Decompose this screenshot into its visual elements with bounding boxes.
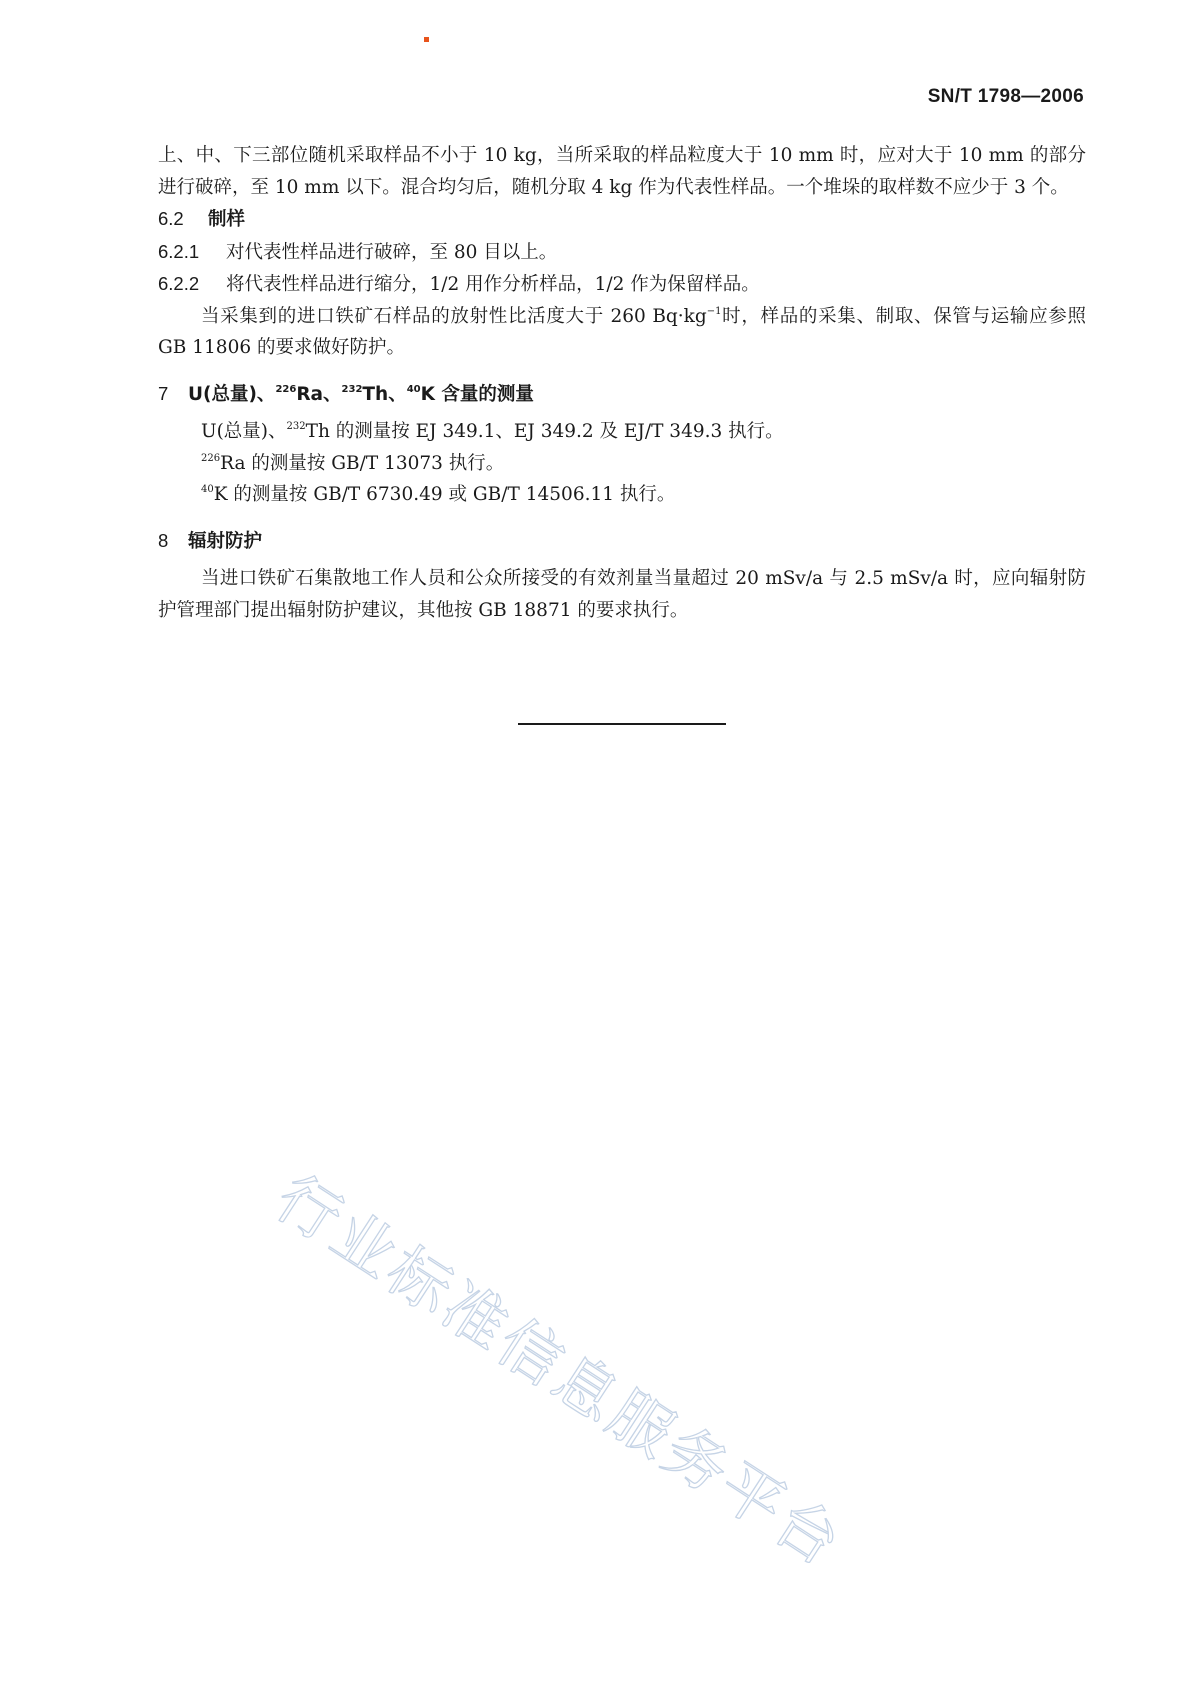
section-number: 6.2 — [158, 208, 184, 229]
section-6-2-2 — [158, 268, 1086, 301]
superscript: −1 — [706, 305, 722, 317]
section-number: 6.2.1 — [158, 240, 200, 262]
protection-paragraph — [158, 301, 1086, 364]
para-text: 时，样品的采集、制取、保管与运输应参照 GB 11806 的要求做好防护。 — [158, 305, 1086, 358]
orange-mark — [424, 37, 429, 42]
section-8-heading — [158, 525, 1086, 558]
section-6-2-1 — [158, 236, 1086, 269]
section-text: 将代表性样品进行缩分，1/2 用作分析样品，1/2 作为保留样品。 — [226, 274, 760, 295]
section-number: 8 — [158, 529, 169, 551]
page-content — [158, 140, 1086, 626]
section-title: 制样 — [208, 209, 246, 230]
section-6-2-heading — [158, 203, 1086, 236]
measurement-k: $^{40}$K 的测量按 GB/T 6730.49 或 GB/T 14506.11 执行。 — [201, 484, 676, 505]
section-text: 对代表性样品进行破碎，至 80 目以上。 — [226, 241, 558, 263]
section-number: 7 — [158, 382, 169, 404]
measurement-u-th: U(总量)、$^{232}$Th 的测量按 EJ 349.1、EJ 349.2 及 EJ/T 349.3 执行。 — [201, 421, 784, 442]
watermark: 行业标准信息服务平台 — [263, 1160, 857, 1582]
standard-code: SN/T 1798—2006 — [927, 86, 1084, 107]
end-rule — [518, 723, 726, 725]
section-7-heading — [158, 378, 1086, 411]
section-title: 辐射防护 — [188, 530, 263, 552]
section-title: U(总量)、$^{226}$Ra、$^{232}$Th、$^{40}$K 含量的测量 — [188, 383, 534, 405]
measurement-ra: $^{226}$Ra 的测量按 GB/T 13073 执行。 — [201, 452, 505, 474]
continued-paragraph: 上、中、下三部位随机采取样品不小于 10 kg，当所采取的样品粒度大于 10 mm 时，应对大于 10 mm 的部分进行破碎，至 10 mm 以下。混合均匀后，随机分取 4 kg 作为代表性样品。一个堆垛的取样数不应少于 3 个。 — [158, 145, 1086, 198]
para-text: 当采集到的进口铁矿石样品的放射性比活度大于 260 Bq·kg — [201, 305, 707, 327]
radiation-protection-paragraph: 当进口铁矿石集散地工作人员和公众所接受的有效剂量当量超过 20 mSv/a 与 2.5 mSv/a 时，应向辐射防护管理部门提出辐射防护建议，其他按 GB 18871 的要求执行。 — [158, 568, 1086, 621]
section-number: 6.2.2 — [158, 273, 200, 294]
